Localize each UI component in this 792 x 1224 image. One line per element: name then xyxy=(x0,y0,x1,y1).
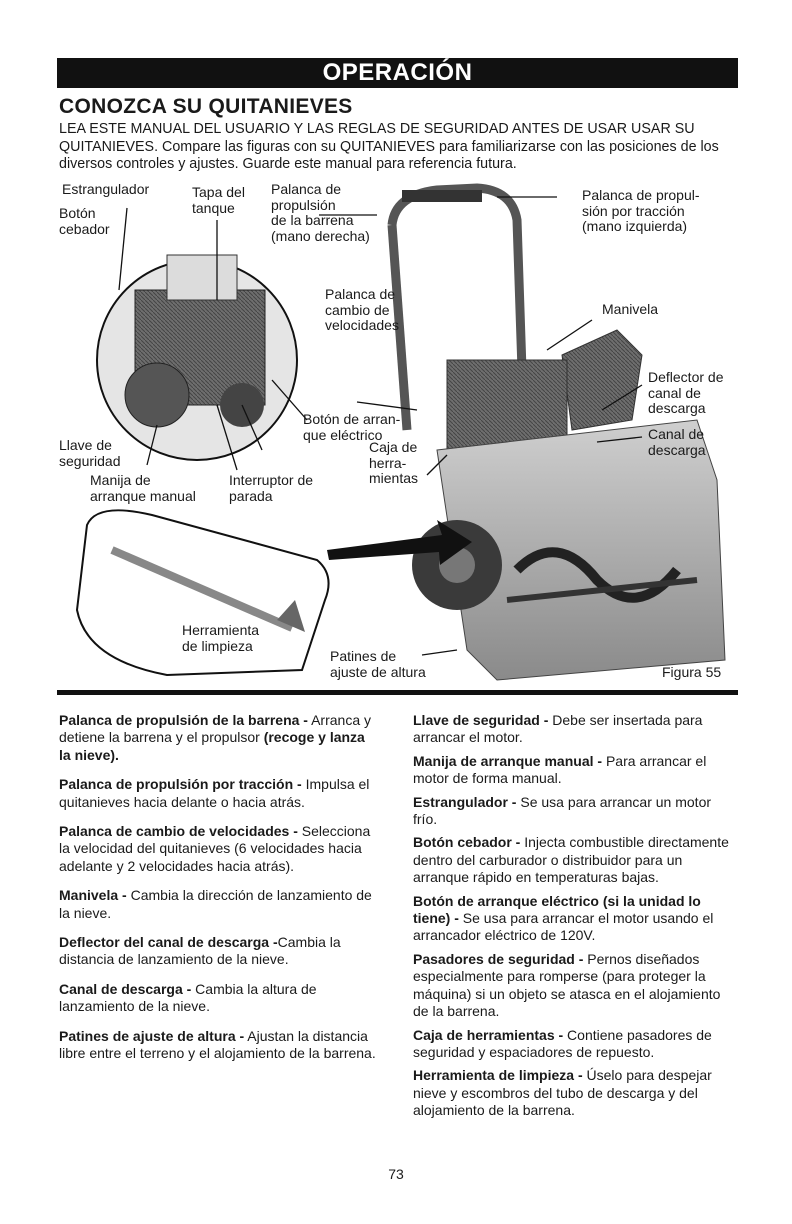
definition-item: Palanca de propulsión de la barrena - Arranca y detiene la barrena y el propulsor (recoge y lanza la nieve). xyxy=(59,712,371,763)
definition-item: Caja de herramientas - Contiene pasadores de seguridad y espaciadores de repuesto. xyxy=(413,1026,712,1060)
page-title: CONOZCA SU QUITANIEVES xyxy=(59,95,353,118)
intro-paragraph: LEA ESTE MANUAL DEL USUARIO Y LAS REGLAS DE SEGURIDAD ANTES DE USAR USAR SU QUITANIEVES. Compare las figuras con su QUITANIEVES para familiarizarse con las posiciones de los diversos controles y ajustes. Guarde este manual para referencia futura. xyxy=(59,121,719,172)
definition-item: Palanca de cambio de velocidades - Selecciona la velocidad del quitanieves (6 velocidades hacia adelante y 2 velocidades hacia atrás). xyxy=(59,823,371,874)
definitions-left-column xyxy=(59,712,379,1075)
label-caja-herramientas: Caja de herra- mientas xyxy=(369,439,419,486)
definition-item: Manija de arranque manual - Para arrancar el motor de forma manual. xyxy=(413,752,707,787)
definition-item: Pasadores de seguridad - Pernos diseñados especialmente para romperse (para proteger la máquina) si un objeto se atasca en el alojamiento de la barrena. xyxy=(413,950,721,1020)
definition-item: Botón cebador - Injecta combustible directamente dentro del carburador o distribuidor para un arranque rápido en temperaturas bajas. xyxy=(413,834,729,886)
definition-item: Botón de arranque eléctrico (si la unidad lo tiene) - Se usa para arrancar el motor usando el arrancador eléctrico de 120V. xyxy=(413,892,714,944)
figure-caption: Figura 55 xyxy=(662,664,722,680)
snowblower-figure xyxy=(57,180,738,688)
definition-item: Canal de descarga - Cambia la altura de lanzamiento de la nieve. xyxy=(59,980,317,1015)
engine-detail-circle xyxy=(97,255,297,460)
label-manivela: Manivela xyxy=(602,301,659,317)
label-palanca-traccion: Palanca de propul- sión por tracción (mano izquierda) xyxy=(582,187,700,234)
definition-item: Palanca de propulsión por tracción - Impulsa el quitanieves hacia delante o hacia atrás. xyxy=(59,776,370,810)
definition-item: Llave de seguridad - Debe ser insertada para arrancar el motor. xyxy=(413,712,703,746)
label-palanca-barrena: Palanca de propulsión de la barrena (mano derecha) xyxy=(271,181,370,244)
label-estrangulador: Estrangulador xyxy=(62,181,150,197)
label-canal-descarga: Canal de descarga xyxy=(648,426,706,458)
definition-item: Patines de ajuste de altura - Ajustan la distancia libre entre el terreno y el alojamiento de la barrena. xyxy=(59,1027,376,1062)
definition-item: Manivela - Cambia la dirección de lanzamiento de la nieve. xyxy=(59,887,372,921)
definition-item: Estrangulador - Se usa para arrancar un motor frío. xyxy=(413,793,712,828)
definition-item: Herramienta de limpieza - Úselo para despejar nieve y escombros del tubo de descarga y del alojamiento de la barrena. xyxy=(413,1067,712,1119)
label-patines: Patines de ajuste de altura xyxy=(330,648,426,680)
label-boton-cebador: Botón cebador xyxy=(59,205,110,237)
definition-item: Deflector del canal de descarga -Cambia la distancia de lanzamiento de la nieve. xyxy=(59,934,341,968)
label-manija-arranque: Manija de arranque manual xyxy=(90,472,196,504)
label-herramienta-limpieza: Herramienta de limpieza xyxy=(182,622,260,654)
label-llave-seguridad: Llave de seguridad xyxy=(59,437,121,469)
label-interruptor-parada: Interruptor de parada xyxy=(229,472,314,504)
label-palanca-cambio: Palanca de cambio de velocidades xyxy=(325,286,399,333)
section-divider xyxy=(57,690,738,695)
label-boton-arranque: Botón de arran- que eléctrico xyxy=(303,411,401,443)
page-number: 73 xyxy=(388,1166,404,1182)
section-header-bar: OPERACIÓN xyxy=(57,58,738,88)
label-deflector: Deflector de canal de descarga xyxy=(648,369,724,416)
definitions-right-column xyxy=(413,712,733,1126)
label-tapa-tanque: Tapa del tanque xyxy=(192,184,245,216)
